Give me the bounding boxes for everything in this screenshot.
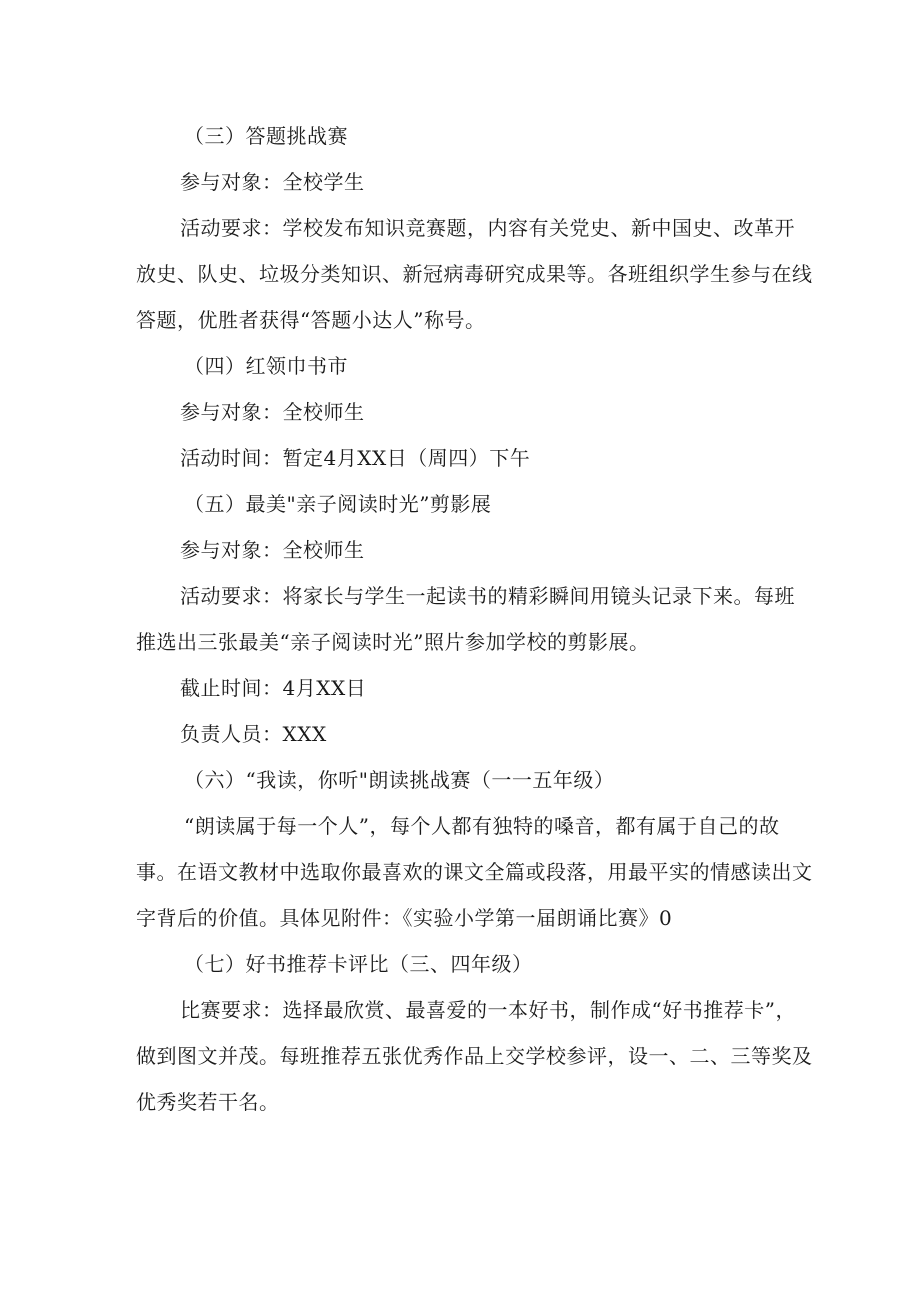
section-heading-four: （四）红领巾书市	[184, 354, 348, 378]
paragraph-line: 优秀奖若干名。	[136, 1090, 280, 1114]
section-heading-three: （三）答题挑战赛	[184, 124, 348, 148]
section-heading-seven: （七）好书推荐卡评比（三、四年级）	[184, 952, 533, 976]
paragraph-line: 推选出三张最美“亲子阅读时光”照片参加学校的剪影展。	[136, 630, 650, 654]
paragraph-line: 比赛要求：选择最欣赏、最喜爱的一本好书，制作成“好书推荐卡”，	[180, 998, 796, 1022]
paragraph-line: 事。在语文教材中选取你最喜欢的课文全篇或段落，用最平实的情感读出文	[136, 860, 813, 884]
paragraph-line: 参与对象：全校学生	[180, 170, 365, 194]
paragraph-line: 参与对象：全校师生	[180, 538, 365, 562]
section-heading-six: （六）“我读，你听"朗读挑战赛（一一五年级）	[184, 768, 615, 792]
paragraph-line: 放史、队史、垃圾分类知识、新冠病毒研究成果等。各班组织学生参与在线	[136, 262, 813, 286]
paragraph-line: 字背后的价值。具体见附件：《实验小学第一届朗诵比赛》0	[136, 906, 673, 930]
paragraph-line: 截止时间：4月XX日	[180, 676, 367, 700]
paragraph-line: 答题，优胜者获得“答题小达人”称号。	[136, 308, 486, 332]
paragraph-line: 参与对象：全校师生	[180, 400, 365, 424]
document-body	[136, 113, 813, 1125]
paragraph-line: 做到图文并茂。每班推荐五张优秀作品上交学校参评，设一、二、三等奖及	[136, 1044, 813, 1068]
paragraph-line: 活动要求：将家长与学生一起读书的精彩瞬间用镜头记录下来。每班	[180, 584, 795, 608]
section-heading-five: （五）最美"亲子阅读时光”剪影展	[184, 492, 492, 516]
paragraph-line: 负责人员：XXX	[180, 722, 327, 746]
paragraph-line: 活动时间：暂定4月XX日（周四）下午	[180, 446, 531, 470]
paragraph-line: 活动要求：学校发布知识竞赛题，内容有关党史、新中国史、改革开	[180, 216, 795, 240]
paragraph-line: “朗读属于每一个人”，每个人都有独特的嗓音，都有属于自己的故	[184, 814, 780, 838]
